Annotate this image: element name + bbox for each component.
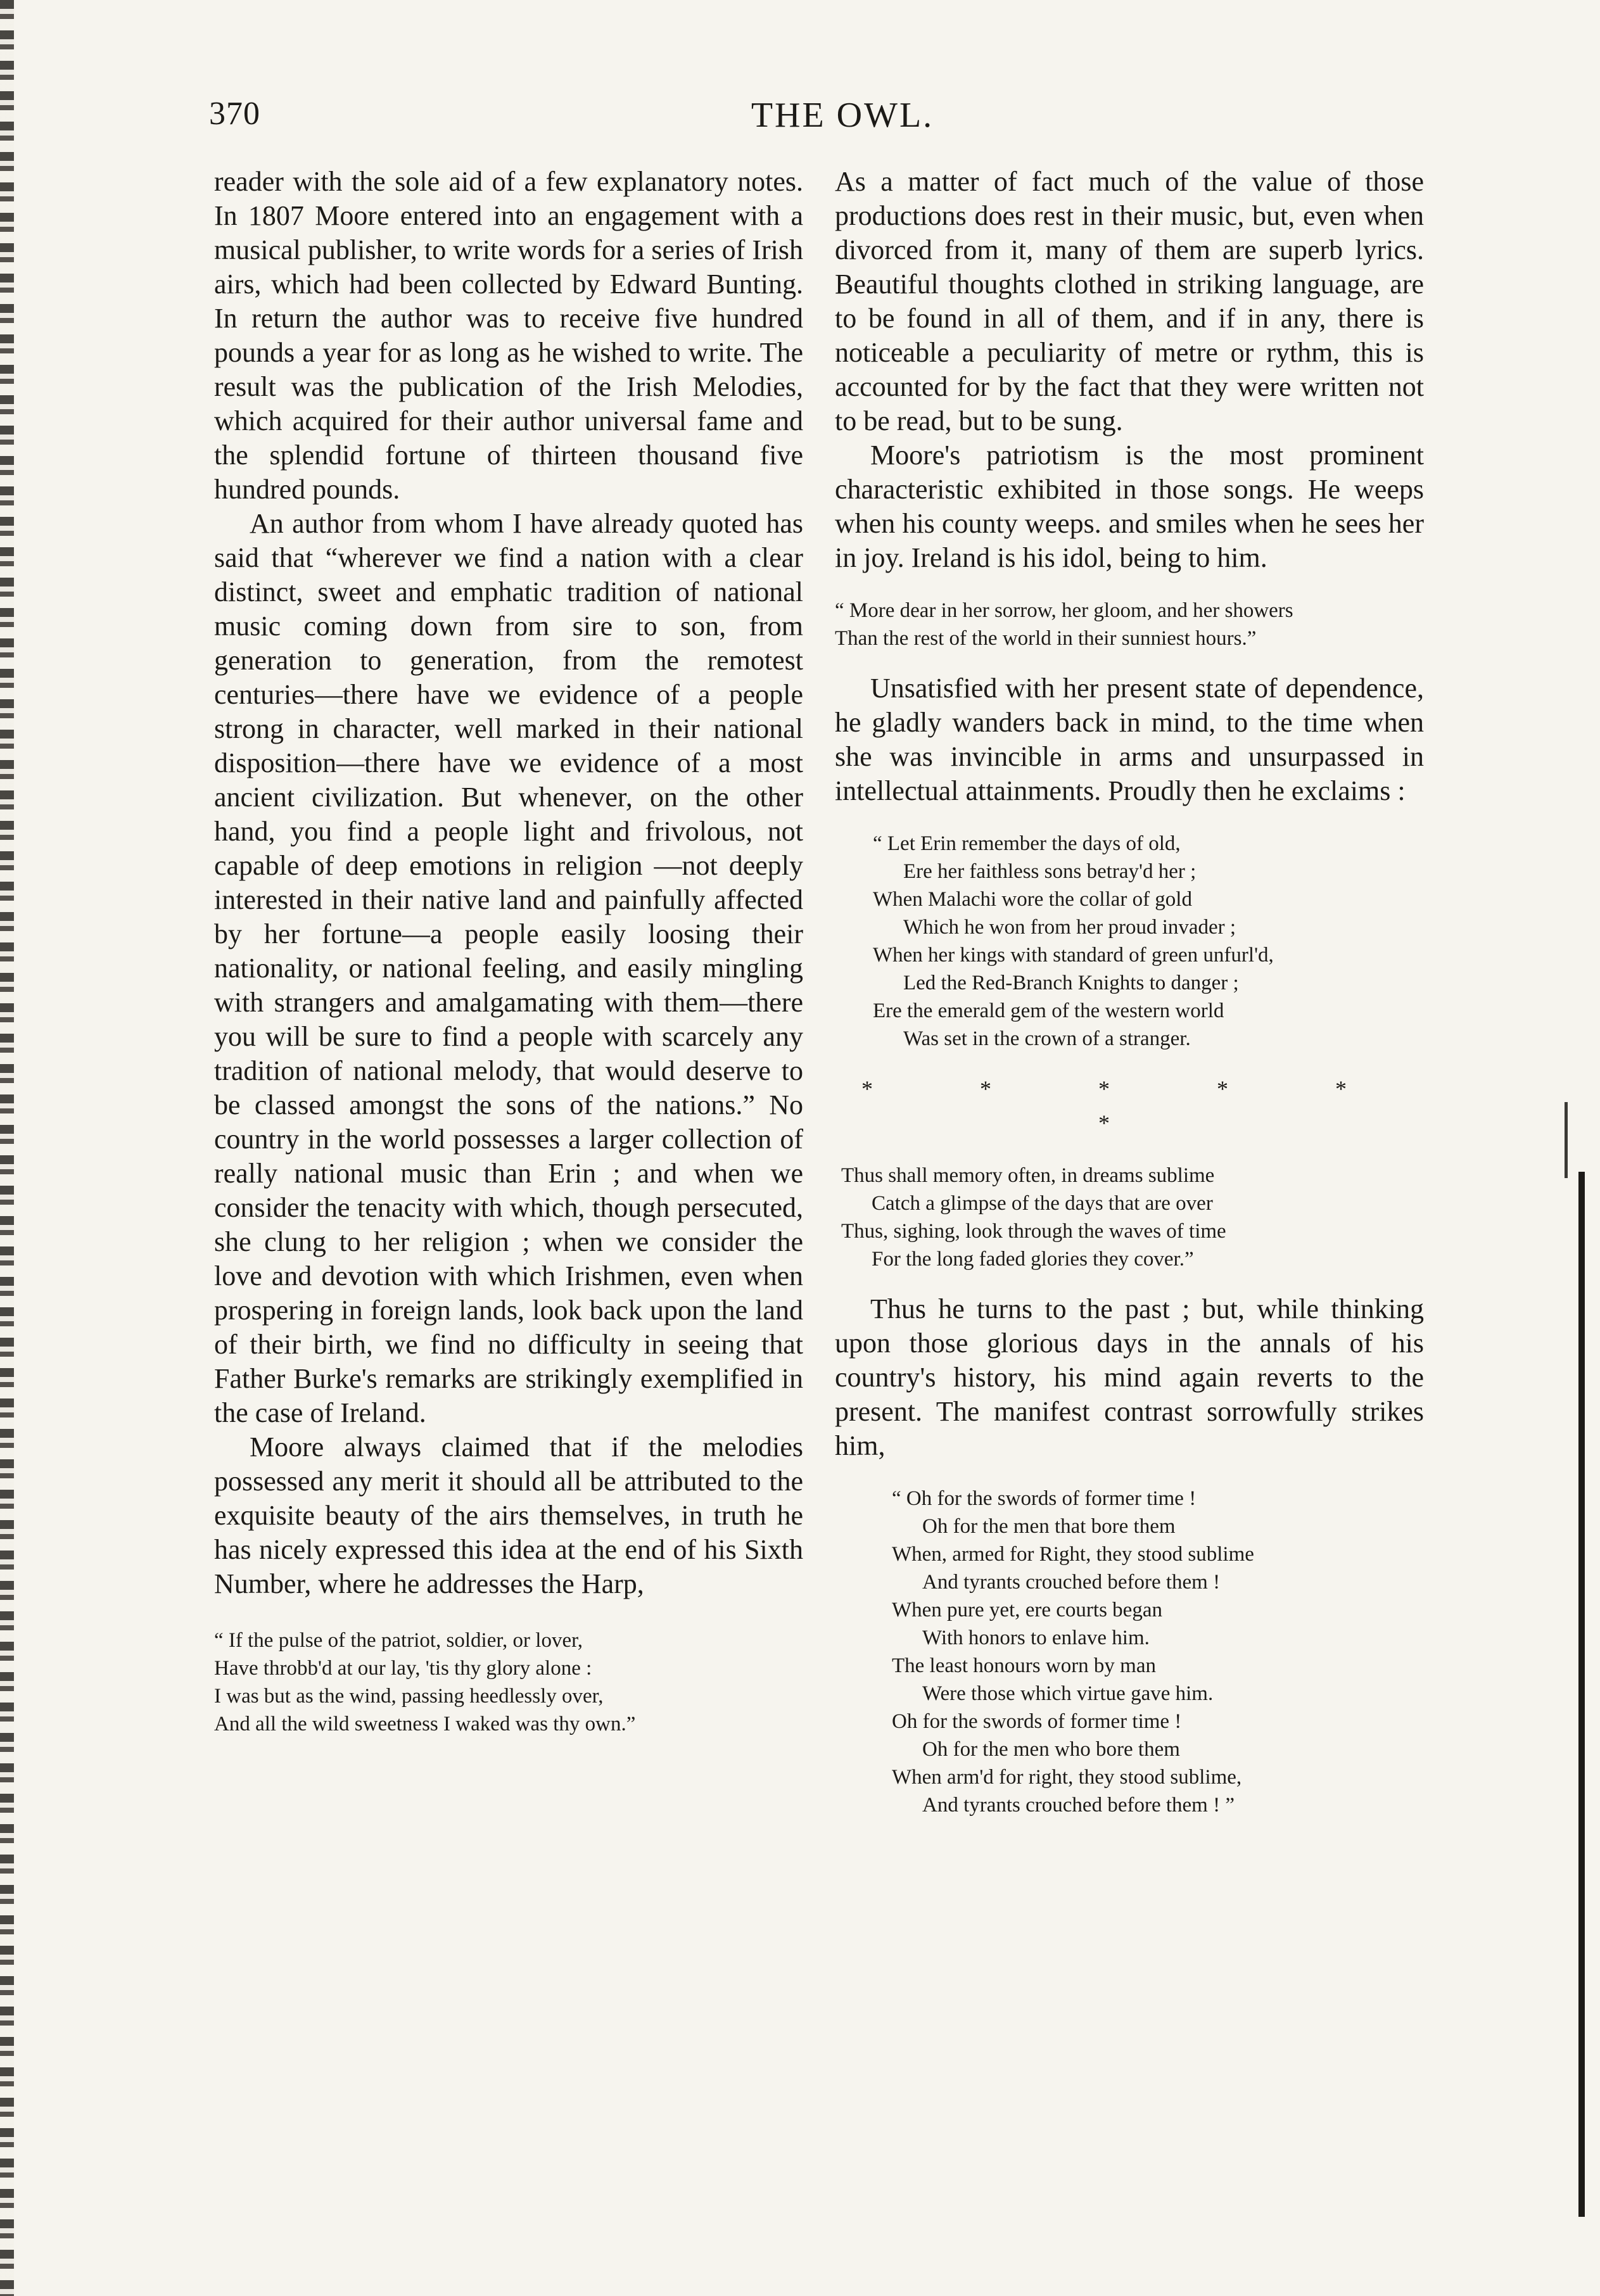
verse-line: “ If the pulse of the patriot, soldier, or lover, bbox=[214, 1629, 583, 1652]
page-number: 370 bbox=[209, 96, 260, 132]
verse-line: When, armed for Right, they stood sublime bbox=[892, 1543, 1254, 1566]
verse-line: With honors to enlave him. bbox=[922, 1627, 1150, 1649]
verse-line: When her kings with standard of green unfurl'd, bbox=[873, 944, 1274, 967]
verse-line: Than the rest of the world in their sunniest hours.” bbox=[835, 627, 1257, 650]
binding-edge bbox=[0, 0, 14, 2296]
verse-line: I was but as the wind, passing heedlessly over, bbox=[214, 1685, 604, 1708]
verse-line: Thus shall memory often, in dreams sublime bbox=[841, 1164, 1215, 1187]
verse-line: Ere the emerald gem of the western world bbox=[873, 999, 1224, 1022]
left-paragraph-2: An author from whom I have already quoted has said that “wherever we find a nation with a clear distinct, sweet and emphatic tradition of national music coming down from sire to son, from generation to generation, from the remotest centuries—there have we evidence of a people strong in character, well marked in their national disposition—there have we evidence of a most ancient civilization. But whenever, on the other hand, you find a people light and frivolous, not capable of deep emotions in religion —not deeply interested in their native land and painfully affected by her fortune—a people easily loosing their nationality, or national feeling, and easily mingling with strangers and amalgamating with them—there you will be sure to find a people with scarcely any tradition of national melody, that would deserve to be classed amongst the sons of the nations.” No country in the world possesses a larger collection of really national music than Erin ; and when we consider the tenacity with which, though persecuted, she clung to her religion ; when we consider the love and devotion with which Irishmen, even when prospering in foreign lands, look back upon the land of their birth, we find no difficulty in seeing that Father Burke's remarks are strikingly exemplified in the case of Ireland. bbox=[214, 508, 803, 1428]
verse-line: Oh for the men who bore them bbox=[922, 1738, 1180, 1761]
harp-verse bbox=[214, 1627, 803, 1738]
verse-line: Was set in the crown of a stranger. bbox=[903, 1027, 1191, 1050]
verse-line: Oh for the swords of former time ! bbox=[892, 1710, 1182, 1733]
page-header bbox=[209, 95, 1425, 146]
right-paragraph-3: Unsatisfied with her present state of dependence, he gladly wanders back in mind, to the time when she was invincible in arms and unsurpassed in intellectual attainments. Proudly then he exclaims : bbox=[835, 673, 1424, 806]
verse-line: Which he won from her proud invader ; bbox=[903, 916, 1236, 939]
verse-line: Thus, sighing, look through the waves of time bbox=[841, 1220, 1226, 1243]
verse-line: Were those which virtue gave him. bbox=[922, 1682, 1214, 1705]
scan-edge-mark bbox=[1578, 1172, 1585, 2217]
verse-line: Oh for the men that bore them bbox=[922, 1515, 1176, 1538]
verse-line: “ Let Erin remember the days of old, bbox=[873, 832, 1181, 855]
verse-line: When pure yet, ere courts began bbox=[892, 1599, 1162, 1621]
right-paragraph-4: Thus he turns to the past ; but, while thinking upon those glorious days in the annals of his country's history, his mind again reverts to the present. The manifest contrast sorrowfully strikes him, bbox=[835, 1293, 1424, 1461]
verse-line: And all the wild sweetness I waked was thy own.” bbox=[214, 1713, 636, 1735]
verse-line: When Malachi wore the collar of gold bbox=[873, 888, 1192, 911]
right-paragraph-2: Moore's patriotism is the most prominent characteristic exhibited in those songs. He weeps when his county weeps. and smiles when he sees her in joy. Ireland is his idol, being to him. bbox=[835, 440, 1424, 573]
sorrow-verse bbox=[835, 597, 1424, 652]
section-stars: * * * * * * bbox=[861, 1076, 1397, 1136]
verse-line: Ere her faithless sons betray'd her ; bbox=[903, 860, 1197, 883]
memory-verse bbox=[841, 1162, 1424, 1273]
scan-edge-mark-small bbox=[1565, 1102, 1568, 1178]
verse-line: Catch a glimpse of the days that are over bbox=[872, 1192, 1213, 1215]
verse-line: And tyrants crouched before them ! bbox=[922, 1571, 1221, 1594]
verse-line: And tyrants crouched before them ! ” bbox=[922, 1794, 1235, 1817]
verse-line: “ Oh for the swords of former time ! bbox=[892, 1487, 1197, 1510]
swords-verse bbox=[892, 1485, 1424, 1819]
verse-line: Led the Red-Branch Knights to danger ; bbox=[903, 972, 1239, 994]
erin-verse bbox=[873, 830, 1424, 1053]
running-title: THE OWL. bbox=[751, 96, 934, 135]
left-paragraph-3: Moore always claimed that if the melodies possessed any merit it should all be attributed to the exquisite beauty of the airs themselves, in truth he has nicely expressed this idea at the end of his Sixth Number, where he addresses the Harp, bbox=[214, 1431, 803, 1599]
verse-line: Have throbb'd at our lay, 'tis thy glory alone : bbox=[214, 1657, 592, 1680]
verse-line: When arm'd for right, they stood sublime, bbox=[892, 1766, 1242, 1789]
verse-line: “ More dear in her sorrow, her gloom, and her showers bbox=[835, 599, 1293, 622]
left-column bbox=[214, 165, 803, 1757]
right-column bbox=[835, 165, 1424, 1838]
left-paragraph-1: reader with the sole aid of a few explanatory notes. In 1807 Moore entered into an engagement with a musical publisher, to write words for a series of Irish airs, which had been collected by Edward Bunting. In return the author was to receive five hundred pounds a year for as long as he wished to write. The result was the publication of the Irish Melodies, which acquired for their author universal fame and the splendid fortune of thirteen thousand five hundred pounds. bbox=[214, 166, 803, 505]
right-paragraph-1: As a matter of fact much of the value of those productions does rest in their music, but, even when divorced from it, many of them are superb lyrics. Beautiful thoughts clothed in striking language, are to be found in all of them, and if in any, there is noticeable a peculiarity of metre or rythm, this is accounted for by the fact that they were written not to be read, but to be sung. bbox=[835, 166, 1424, 436]
verse-line: For the long faded glories they cover.” bbox=[872, 1248, 1194, 1271]
verse-line: The least honours worn by man bbox=[892, 1654, 1156, 1677]
